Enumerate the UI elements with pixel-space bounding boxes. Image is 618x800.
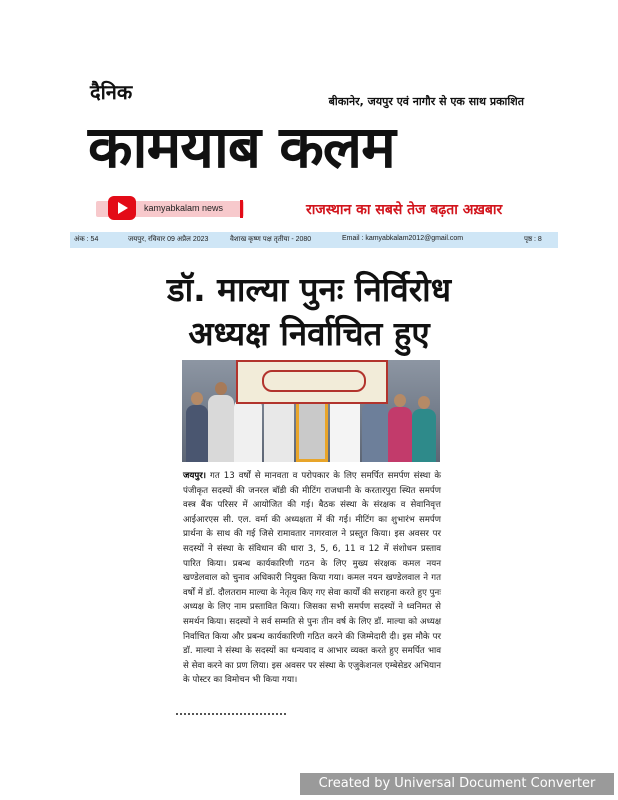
issue-number: अंक : 54 <box>74 236 99 243</box>
play-icon <box>118 202 128 214</box>
masthead-slogan: राजस्थान का सबसे तेज बढ़ता अख़बार <box>306 202 503 218</box>
person-figure <box>412 396 436 462</box>
masthead-title: कामयाब कलम <box>88 113 395 181</box>
divider <box>240 200 243 218</box>
page-number: पृष्ठ : 8 <box>524 236 542 243</box>
youtube-channel-name: kamyabkalam news <box>144 203 224 213</box>
article-cut-line <box>176 713 286 720</box>
person-figure <box>208 382 234 462</box>
headline-line-2: अध्यक्ष निर्वाचित हुए <box>188 314 430 353</box>
contact-email: Email : kamyabkalam2012@gmail.com <box>342 235 464 242</box>
article-text: गत 13 वर्षों से मानवता व परोपकार के लिए समर्पित समर्पण संस्था के पंजीकृत सदस्यों की जनरल बॉडी की मीटिंग राजधानी के करतारपुरा स्थित समर्पण वस्त्र बैंक परिसर में आयोजित की गई। बैठक संस्था के संरक्षक व सेवानिवृत्त आईआरएस सी. एल. वर्मा की अध्यक्षता में की गई। मीटिंग का शुभारंभ समर्पण प्रार्थना के साथ की गई जिसे रामावतार नागरवाल ने प्रस्तुत किया। इस अवसर पर सदस्यों ने संस्था के संविधान की धारा 3, 5, 6, 11 व 12 में संशोधन प्रस्ताव पारित किया। प्रबन्ध कार्यकारिणी गठन के लिए मुख्य संरक्षक कमल नयन खण्डेलवाल को चुनाव अधिकारी नियुक्त किया गया। कमल नयन खण्डेलवाल ने गत वर्षों में डॉ. दौलतराम माल्या के नेतृत्व किए गए सेवा कार्यों की सराहना करते हुए पुनः अध्यक्ष के लिए नाम प्रस्तावित किया। जिसका सभी समर्पण सदस्यों ने ध्वनिमत से समर्थन किया। सदस्यों ने सर्व सम्मति से पुनः तीन वर्ष के लिए डॉ. माल्या को अध्यक्ष निर्वाचित किया और प्रबन्ध कार्यकारिणी गठित करने की जिम्मेदारी दी। इस मौके पर डॉ. माल्या ने संस्था के सदस्यों का धन्यवाद व आभार व्यक्त करते हुए समर्पित भाव से सेवा करने का प्रण लिया। इस अवसर पर संस्था के एजुकेशनल एम्बेसेडर अभियान के पोस्टर का विमोचन भी किया गया। <box>183 471 441 686</box>
article-body <box>183 469 441 688</box>
person-figure <box>388 394 412 462</box>
photo-banner-ring <box>262 370 366 392</box>
samvat-date: वैशाख कृष्ण पक्ष तृतीया - 2080 <box>230 236 312 243</box>
article-dateline: जयपुर। <box>183 471 207 481</box>
masthead-pretitle: दैनिक <box>90 80 133 104</box>
masthead-tagline: बीकानेर, जयपुर एवं नागौर से एक साथ प्रकाशित <box>328 95 524 108</box>
headline-line-1: डॉ. माल्या पुनः निर्विरोध <box>166 270 452 309</box>
watermark-banner: Created by Universal Document Converter <box>300 773 614 795</box>
person-figure <box>186 392 208 462</box>
issue-date: जयपुर, रविवार 09 अप्रैल 2023 <box>128 236 209 243</box>
